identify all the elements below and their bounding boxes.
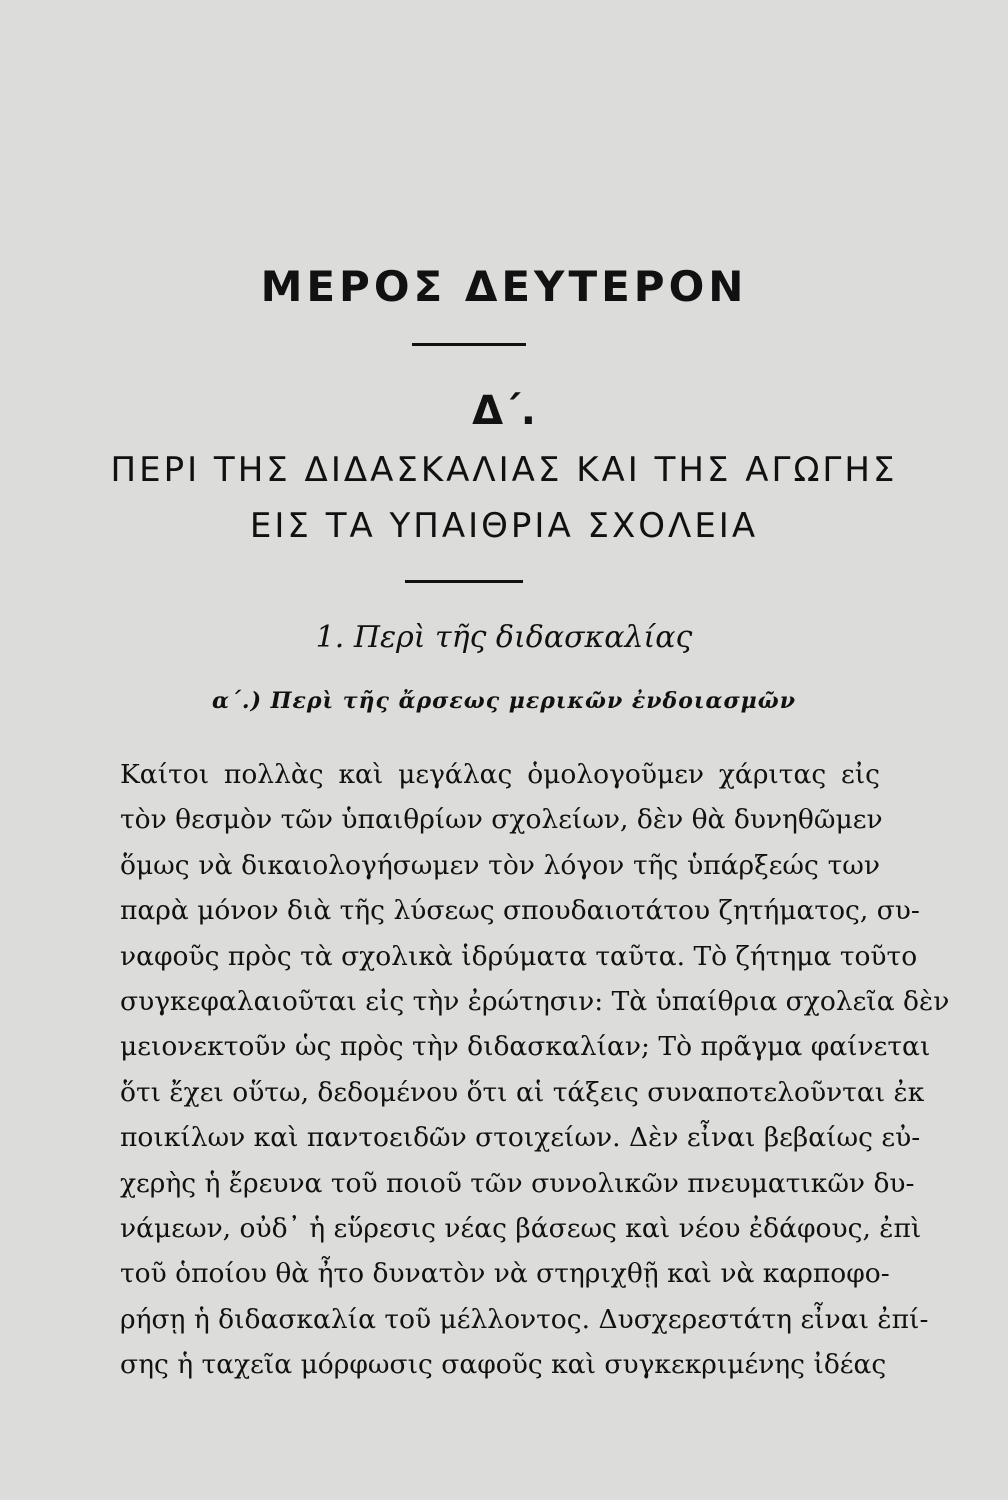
body-line: νάμεων, οὐδ᾽ ἡ εὕρεσις νέας βάσεως καὶ νέου ἐδάφους, ἐπὶ [120, 1213, 922, 1245]
body-text [120, 752, 950, 1388]
body-line: συγκεφαλαιοῦται εἰς τὴν ἐρώτησιν: Τὰ ὑπαίθρια σχολεῖα δὲν [120, 986, 950, 1018]
body-line: ποικίλων καὶ παντοειδῶν στοιχείων. Δὲν εἶναι βεβαίως εὐ- [120, 1122, 921, 1154]
body-line: τὸν θεσμὸν τῶν ὑπαιθρίων σχολείων, δὲν θὰ δυνηθῶμεν [120, 804, 883, 836]
body-line: μειονεκτοῦν ὡς πρὸς τὴν διδασκαλίαν; Τὸ πρᾶγμα φαίνεται [120, 1031, 931, 1063]
chapter-title-line-1: ΠΕΡΙ ΤΗΣ ΔΙΔΑΣΚΑΛΙΑΣ ΚΑΙ ΤΗΣ ΑΓΩΓΗΣ [110, 450, 898, 490]
subsection-title: α΄.) Περὶ τῆς ἄρσεως μερικῶν ἐνδοιασμῶν [212, 688, 796, 714]
section-title: 1. Περὶ τῆς διδασκαλίας [315, 620, 693, 655]
title-divider [412, 343, 526, 346]
chapter-divider [405, 580, 523, 583]
chapter-number: Δ΄. [472, 388, 536, 434]
chapter-title-line-2: ΕΙΣ ΤΑ ΥΠΑΙΘΡΙΑ ΣΧΟΛΕΙΑ [249, 506, 759, 546]
body-line: ὅτι ἔχει οὕτω, δεδομένου ὅτι αἱ τάξεις συναποτελοῦνται ἐκ [120, 1076, 925, 1108]
body-line: ὅμως νὰ δικαιολογήσωμεν τὸν λόγον τῆς ὑπάρξεώς των [120, 849, 880, 881]
body-line: σης ἡ ταχεῖα μόρφωσις σαφοῦς καὶ συγκεκριμένης ἰδέας [120, 1349, 887, 1381]
body-line: ρήσῃ ἡ διδασκαλία τοῦ μέλλοντος. Δυσχερεστάτη εἶναι ἐπί- [120, 1303, 929, 1335]
part-title: ΜΕΡΟΣ ΔΕΥΤΕΡΟΝ [260, 262, 748, 311]
body-line: παρὰ μόνον διὰ τῆς λύσεως σπουδαιοτάτου ζητήματος, συ- [120, 895, 920, 927]
body-line: τοῦ ὁποίου θὰ ἦτο δυνατὸν νὰ στηριχθῇ καὶ νὰ καρποφο- [120, 1258, 890, 1290]
body-line: χερὴς ἡ ἔρευνα τοῦ ποιοῦ τῶν συνολικῶν πνευματικῶν δυ- [120, 1167, 915, 1199]
body-line: ναφοῦς πρὸς τὰ σχολικὰ ἱδρύματα ταῦτα. Τὸ ζήτημα τοῦτο [120, 940, 918, 972]
body-line: Καίτοι πολλὰς καὶ μεγάλας ὁμολογοῦμεν χάριτας εἰς [120, 759, 880, 790]
